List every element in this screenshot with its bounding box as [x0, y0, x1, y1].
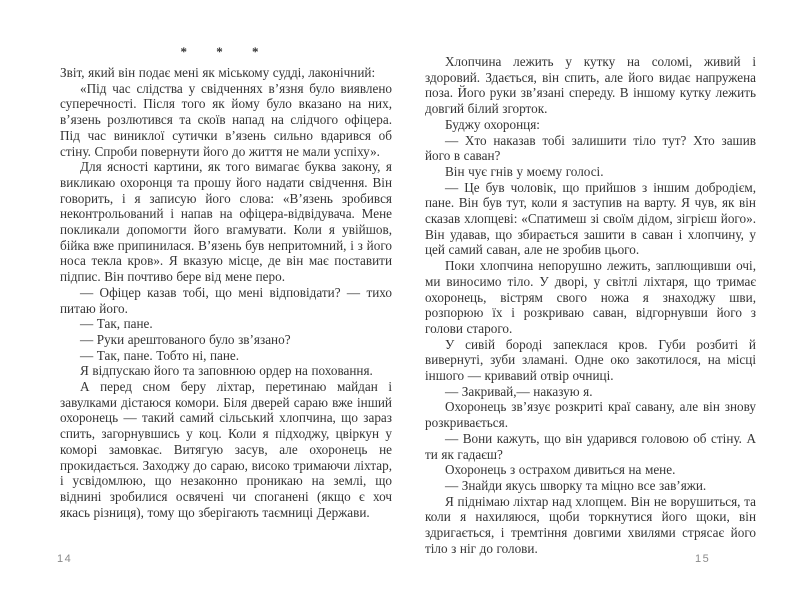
paragraph: — Хто наказав тобі залишити тіло тут? Хто зашив його в саван?: [425, 132, 756, 164]
paragraph: Поки хлопчина непорушно лежить, заплющивши очі, ми виносимо тіло. У дворі, у світлі ліхтаря, що тримає охоронець, вістрям свого ножа я знаходжу шви, розпорюю їх і розкриваю саван, відгорнувши його з голови старого.: [425, 258, 756, 336]
paragraph: — Вони кажуть, що він ударився головою об стіну. А ти як гадаєш?: [425, 430, 756, 462]
paragraph: — Це був чоловік, що прийшов з іншим добродієм, пане. Він був тут, коли я заступив на варту. Я чув, як він сказав хлопцеві: «Спатимеш зі своїм дідом, зігрієш його». Він удавав, що збирається зашити в саван і хлопчину, у цей самий саван, але не зробив цього.: [425, 179, 756, 258]
paragraph: Він чує гнів у моєму голосі.: [445, 163, 604, 179]
paragraph: — Офіцер казав тобі, що мені відповідати? — тихо питаю його.: [60, 284, 392, 316]
paragraph: Охоронець зв’язує розкриті краї савану, але він знову розкривається.: [425, 399, 756, 431]
paragraph: «Під час слідства у свідченнях в’язня було виявлено суперечності. Після того як йому було вказано на них, в’язень розлютився та скоїв напад на слідчого офіцера. Під час виниклої сутички в’язень сильно вдарився об стіну. Спроби повернути його до життя не мали успіху».: [60, 80, 392, 159]
paragraph: У сивій бороді запеклася кров. Губи розбиті й вивернуті, зуби зламані. Одне око закотилося, на місці іншого — кривавий отвір очниці.: [425, 336, 756, 384]
paragraph: Я відпускаю його та заповнюю ордер на поховання.: [80, 363, 373, 379]
paragraph: Хлопчина лежить у кутку на соломі, живий і здоровий. Здається, він спить, але його видає напружена поза. Його руки зв’язані спереду. В іншому кутку лежить довгий білий згорток.: [425, 54, 756, 117]
page-number-right: 15: [695, 553, 711, 565]
paragraph: — Так, пане.: [80, 316, 153, 332]
paragraph: — Закривай,— наказую я.: [445, 383, 593, 399]
paragraph: — Знайди якусь шворку та міцно все зав’яжи.: [445, 477, 707, 493]
paragraph: — Руки арештованого було зв’язано?: [80, 331, 291, 347]
page-number-left: 14: [57, 553, 73, 565]
page-left: [60, 44, 392, 520]
paragraph: А перед сном беру ліхтар, перетинаю майдан і завулками дістаюся комори. Біля дверей сараю вже інший охоронець — такий самий сільський хлопчина, що зараз спить, загорнувшись у коц. Коли я підходжу, цвіркун у коморі замовкає. Витягую засув, але охоронець не прокидається. Заходжу до сараю, високо тримаючи ліхтар, і усвідомлюю, що незаконно проникаю на землі, що віднині зробилися освячені чи споганені (якщо є хоч якась різниця), тому що зберігають таємниці Держави.: [60, 379, 392, 520]
paragraph: Звіт, який він подає мені як міському судді, лаконічний:: [60, 65, 376, 80]
paragraph: Буджу охоронця:: [445, 116, 540, 132]
section-break-asterisks: * * *: [180, 44, 272, 59]
page-right: [425, 54, 756, 557]
paragraph: Для ясності картини, як того вимагає буква закону, я викликаю охоронця та прошу його надати свідчення. Він говорить, і я записую його слова: «В’язень зробився неконтрольований і напав на офіцера-відвідувача. Мене покликали допомогти його вгамувати. Коли я увійшов, бійка вже припинилася. В’язень був непритомний, і з його носа текла кров». Я вказую місце, де він має поставити підпис. Він почтиво бере від мене перо.: [60, 159, 392, 285]
paragraph: Я піднімаю ліхтар над хлопцем. Він не ворушиться, та коли я нахиляюся, щоби торкнутися його щоки, він здригається, і тремтіння довгими хвилями стрясає його тіло з ніг до голови.: [425, 493, 756, 556]
paragraph: Охоронець з острахом дивиться на мене.: [445, 462, 676, 478]
page-left-text-column: [60, 65, 392, 520]
paragraph: — Так, пане. Тобто ні, пане.: [80, 347, 240, 363]
page-right-text-column: [425, 54, 756, 557]
